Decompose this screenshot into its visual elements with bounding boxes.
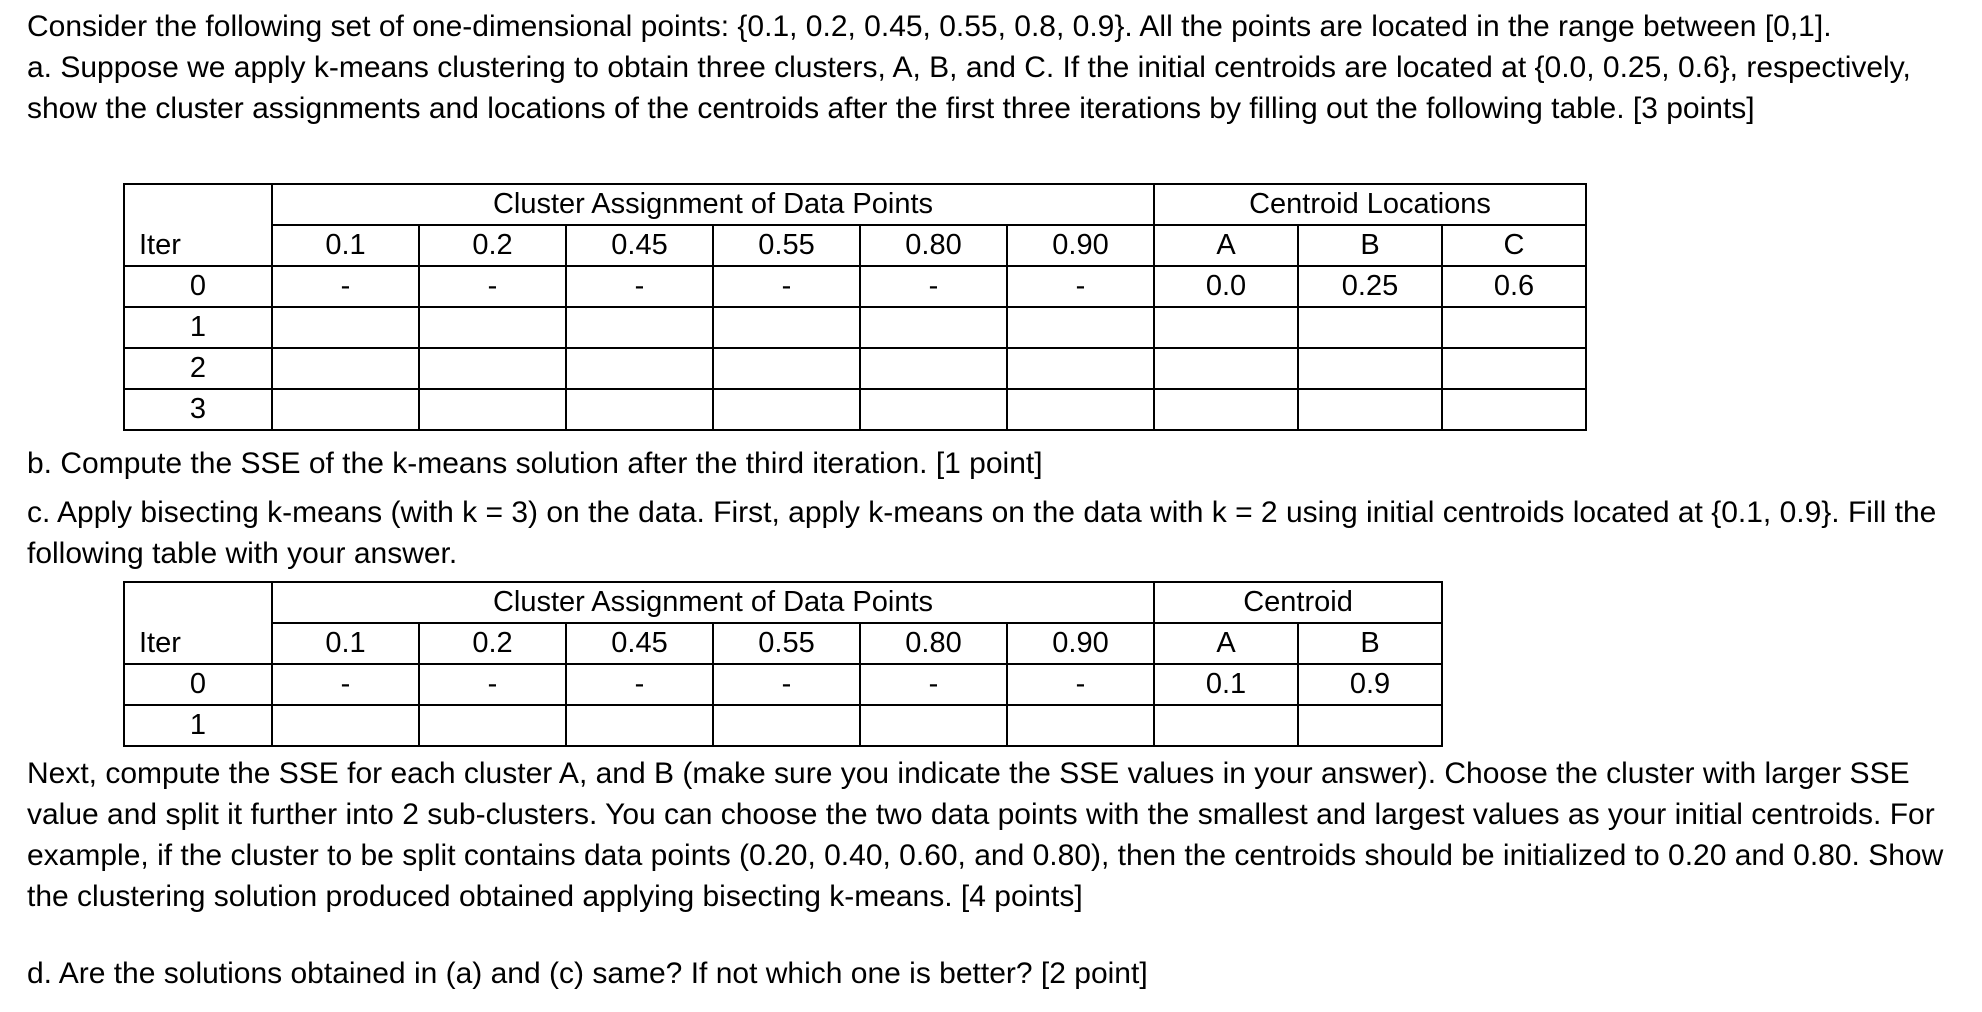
- assignment-cell: [566, 348, 713, 389]
- centroid-cell: 0.1: [1154, 664, 1298, 705]
- centroid-cell: [1154, 705, 1298, 746]
- assignment-cell: [566, 705, 713, 746]
- iter-cell: 1: [124, 705, 272, 746]
- centroid-cell: [1298, 705, 1442, 746]
- assignment-cell: [860, 389, 1007, 430]
- iter-cell: 3: [124, 389, 272, 430]
- intro-text: Consider the following set of one-dimensional points: {0.1, 0.2, 0.45, 0.55, 0.8, 0.9}. All the points are located in the range between [0,1].: [27, 10, 1832, 43]
- assignment-cell: -: [860, 664, 1007, 705]
- assignment-cell: [419, 307, 566, 348]
- table-header-row: [124, 184, 1586, 225]
- centroid-cell: [1154, 307, 1298, 348]
- point-header: 0.90: [1007, 225, 1154, 266]
- assignment-cell: [566, 307, 713, 348]
- assignment-cell: [860, 348, 1007, 389]
- assignment-cell: -: [1007, 266, 1154, 307]
- assignment-cell: -: [419, 664, 566, 705]
- centroid-cell: [1442, 348, 1586, 389]
- cluster-assignment-header: Cluster Assignment of Data Points: [272, 184, 1154, 225]
- iter-cell: 0: [124, 266, 272, 307]
- bisecting-kmeans-table: [123, 581, 1443, 747]
- iter-cell: 1: [124, 307, 272, 348]
- assignment-cell: -: [566, 266, 713, 307]
- kmeans-iteration-table: [123, 183, 1587, 431]
- assignment-cell: -: [713, 266, 860, 307]
- table-row: [124, 705, 1442, 746]
- point-header: 0.80: [860, 225, 1007, 266]
- assignment-cell: -: [566, 664, 713, 705]
- centroid-header: Centroid: [1154, 582, 1442, 623]
- centroid-cell: 0.6: [1442, 266, 1586, 307]
- point-header: 0.45: [566, 623, 713, 664]
- centroid-header: B: [1298, 623, 1442, 664]
- assignment-cell: [566, 389, 713, 430]
- assignment-cell: [1007, 307, 1154, 348]
- point-header: 0.55: [713, 225, 860, 266]
- assignment-cell: [419, 348, 566, 389]
- assignment-cell: [272, 307, 419, 348]
- assignment-cell: -: [713, 664, 860, 705]
- point-header: 0.1: [272, 623, 419, 664]
- assignment-cell: [1007, 348, 1154, 389]
- table-header-row: [124, 582, 1442, 623]
- table-row: [124, 664, 1442, 705]
- assignment-cell: [272, 389, 419, 430]
- centroid-cell: [1442, 307, 1586, 348]
- assignment-cell: -: [419, 266, 566, 307]
- table-subheader-row: [124, 225, 1586, 266]
- header-blank-cell: [124, 184, 272, 225]
- table-row: [124, 307, 1586, 348]
- table-subheader-row: [124, 623, 1442, 664]
- part-c-text: c. Apply bisecting k-means (with k = 3) on the data. First, apply k-means on the data with k = 2 using initial centroids located at {0.1, 0.9}. Fill the following table with your answer.: [27, 496, 1937, 570]
- assignment-cell: -: [272, 266, 419, 307]
- assignment-cell: [419, 389, 566, 430]
- part-a-text: a. Suppose we apply k-means clustering to obtain three clusters, A, B, and C. If the initial centroids are located at {0.0, 0.25, 0.6}, respectively, show the cluster assignments and locations of the centroids after the first three iterations by filling out the following table. [3 points]: [27, 51, 1911, 125]
- assignment-cell: [419, 705, 566, 746]
- iter-header: Iter: [124, 225, 272, 266]
- point-header: 0.2: [419, 225, 566, 266]
- centroid-cell: 0.0: [1154, 266, 1298, 307]
- table-row: [124, 348, 1586, 389]
- assignment-cell: -: [860, 266, 1007, 307]
- part-b-text: b. Compute the SSE of the k-means solution after the third iteration. [1 point]: [27, 447, 1043, 480]
- assignment-cell: [713, 348, 860, 389]
- assignment-cell: [713, 389, 860, 430]
- assignment-cell: [860, 307, 1007, 348]
- point-header: 0.2: [419, 623, 566, 664]
- assignment-cell: [1007, 389, 1154, 430]
- iter-cell: 0: [124, 664, 272, 705]
- assignment-cell: [272, 348, 419, 389]
- centroid-cell: [1442, 389, 1586, 430]
- part-d-text: d. Are the solutions obtained in (a) and (c) same? If not which one is better? [2 point]: [27, 957, 1148, 990]
- point-header: 0.1: [272, 225, 419, 266]
- centroid-header: C: [1442, 225, 1586, 266]
- point-header: 0.45: [566, 225, 713, 266]
- assignment-cell: -: [1007, 664, 1154, 705]
- cluster-assignment-header: Cluster Assignment of Data Points: [272, 582, 1154, 623]
- part-c-followup-text: Next, compute the SSE for each cluster A, and B (make sure you indicate the SSE values in your answer). Choose the cluster with larger SSE value and split it further into 2 sub-clusters. You can choose the two data points with the smallest and largest values as your initial centroids. For example, if the cluster to be split contains data points (0.20, 0.40, 0.60, and 0.80), then the centroids should be initialized to 0.20 and 0.80. Show the clustering solution produced obtained applying bisecting k-means. [4 points]: [27, 757, 1944, 913]
- assignment-cell: [713, 307, 860, 348]
- centroid-header: A: [1154, 623, 1298, 664]
- centroid-cell: [1298, 307, 1442, 348]
- assignment-cell: [272, 705, 419, 746]
- centroid-cell: [1298, 389, 1442, 430]
- point-header: 0.80: [860, 623, 1007, 664]
- centroid-cell: [1298, 348, 1442, 389]
- centroid-cell: [1154, 389, 1298, 430]
- centroid-header: A: [1154, 225, 1298, 266]
- assignment-cell: [713, 705, 860, 746]
- centroid-cell: [1154, 348, 1298, 389]
- header-blank-cell: [124, 582, 272, 623]
- table-row: [124, 389, 1586, 430]
- centroid-locations-header: Centroid Locations: [1154, 184, 1586, 225]
- assignment-cell: -: [272, 664, 419, 705]
- iter-cell: 2: [124, 348, 272, 389]
- assignment-cell: [1007, 705, 1154, 746]
- assignment-cell: [860, 705, 1007, 746]
- centroid-header: B: [1298, 225, 1442, 266]
- point-header: 0.90: [1007, 623, 1154, 664]
- centroid-cell: 0.25: [1298, 266, 1442, 307]
- table-row: [124, 266, 1586, 307]
- point-header: 0.55: [713, 623, 860, 664]
- centroid-cell: 0.9: [1298, 664, 1442, 705]
- iter-header: Iter: [124, 623, 272, 664]
